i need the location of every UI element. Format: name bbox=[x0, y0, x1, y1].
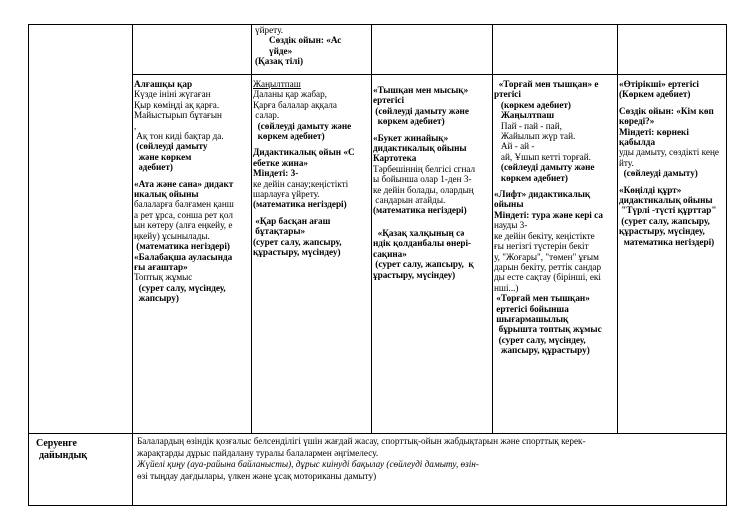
text-line: Ақ тон киді бақтар да. bbox=[134, 131, 224, 142]
text-line: «Букет жинайық» bbox=[373, 132, 449, 143]
text-line: бұтақтары» bbox=[253, 226, 306, 237]
text-line: Қыр көміңді ақ қарға. bbox=[134, 99, 220, 110]
activity-cell-5 bbox=[619, 79, 726, 431]
text-line: құрастыру, мүсіндеу, bbox=[619, 226, 705, 237]
walk-preparation-text bbox=[137, 436, 725, 482]
text-line: шарлауға үйрету. bbox=[253, 189, 320, 200]
text-line: шығармашылық bbox=[494, 313, 569, 324]
text-line: йту. bbox=[619, 157, 634, 168]
text-line: Даланы қар жабар, bbox=[253, 89, 327, 100]
text-line: көркем әдебиет) bbox=[253, 131, 325, 142]
activity-cell-3 bbox=[373, 79, 491, 431]
section-label-line1: Серуенге bbox=[36, 438, 77, 449]
text-line: ндік қолданбалы өнері- bbox=[373, 238, 472, 249]
text-line: (Қазақ тілі) bbox=[255, 56, 304, 67]
text-line: (көркем әдебиет) bbox=[494, 99, 571, 110]
text-line: Міндеті: 3- bbox=[253, 168, 299, 179]
table-divider bbox=[617, 24, 618, 433]
text-line: Жайылып жүр тай. bbox=[494, 131, 576, 142]
text-line: Картотека bbox=[373, 153, 417, 164]
table-divider bbox=[132, 24, 133, 433]
text-line: ұрастыру, мүсіндеу) bbox=[373, 269, 456, 280]
text-line: Жаңылтпаш bbox=[253, 79, 301, 89]
text-line: көркем әдебиет) bbox=[373, 116, 445, 127]
text-line: нші...) bbox=[494, 282, 519, 293]
text-line: сандарын атайды. bbox=[373, 195, 446, 206]
table-divider bbox=[492, 24, 493, 433]
text-line: «Балабақша ауласында bbox=[134, 251, 233, 262]
text-line: ын көтеру (алға еңкейу, е bbox=[134, 220, 233, 231]
text-line: (сурет салу, жапсыру, қ bbox=[373, 259, 474, 270]
text-line: Сөздік ойын: «Ас bbox=[269, 35, 342, 46]
text-line: Сөздік ойын: «Кім көп bbox=[619, 105, 714, 116]
text-line: жапсыру, құрастыру) bbox=[494, 345, 590, 356]
text-line: ебетке жина» bbox=[253, 157, 309, 168]
text-line: Күзде ініні жүгаған bbox=[134, 89, 211, 100]
text-line: (сурет салу, мүсіндеу, bbox=[134, 282, 226, 293]
text-line: ертегісі бойынша bbox=[494, 303, 569, 314]
text-line: жапсыру) bbox=[134, 293, 179, 304]
text-line: өзі тыңдау дағдылары, үлкен және ұсақ моториканы дамыту) bbox=[137, 470, 377, 481]
activity-cell-2 bbox=[253, 79, 370, 431]
text-line: үйде» bbox=[269, 45, 293, 56]
text-line: (сөйлеуді дамыту және bbox=[373, 105, 469, 116]
text-line: көреді?» bbox=[619, 116, 655, 127]
text-line: дидактикалық ойыны bbox=[619, 195, 713, 206]
activity-cell-1 bbox=[134, 79, 251, 431]
text-line: «Ата және сана» дидакт bbox=[134, 178, 234, 189]
text-line: (сөйлеуді дамыту bbox=[134, 141, 208, 152]
text-line: бұрышта топтық жұмыс bbox=[494, 324, 602, 335]
text-line: «Көңілді құрт» bbox=[619, 184, 682, 195]
text-line: ертегісі bbox=[373, 95, 405, 106]
text-line: құрастыру, мүсіндеу) bbox=[253, 247, 341, 258]
text-line: (сөйлеуді дамыту) bbox=[619, 168, 698, 179]
text-line: «Қар басқан ағаш bbox=[253, 215, 331, 226]
text-line: Майыстырып бұтағын bbox=[134, 110, 222, 121]
text-line: Топтық жұмыс bbox=[134, 272, 193, 283]
text-line: дарын бекіту, реттік сандар bbox=[494, 261, 602, 272]
table-divider bbox=[28, 433, 727, 434]
text-line: дидактикалық ойыны bbox=[373, 143, 467, 154]
text-line: ңкейу) ұсынылады. bbox=[134, 230, 210, 241]
text-line: жарақтарды дұрыс пайдалану туралы балалармен әңгімелесу. bbox=[137, 447, 379, 458]
text-line: икалық ойыны bbox=[134, 189, 199, 200]
text-line: Міндеті: тура және кері са bbox=[494, 209, 603, 220]
text-line: Балалардың өзіндік қозғалыс белсенділігі үшін жағдай жасау, спорттық-ойын жабдықтарын және спорттық керек- bbox=[137, 436, 586, 446]
text-line: ай, Ұшып кетті торғай. bbox=[494, 151, 591, 162]
text-line: математика негіздері) bbox=[619, 236, 715, 247]
text-line: (сөйлеуді дамыту және bbox=[253, 120, 352, 131]
section-label bbox=[36, 438, 128, 461]
table-divider bbox=[132, 74, 727, 75]
text-line: әдебиет) bbox=[134, 162, 173, 173]
text-line: , bbox=[134, 120, 137, 131]
text-line: (математика негіздері) bbox=[373, 205, 467, 216]
text-line: ғы ағаштар» bbox=[134, 261, 188, 272]
text-line: уды дамыту, сөздікті кеңе bbox=[619, 147, 719, 158]
section-label-line2: дайындық bbox=[39, 449, 88, 461]
text-line: «Тышқан мен мысық» bbox=[373, 85, 469, 95]
text-line: Ай - ай - bbox=[494, 141, 535, 152]
text-line: ғы негізгі түстерін бекіт bbox=[494, 241, 589, 252]
text-line: «Қазақ халқының сә bbox=[373, 227, 465, 238]
text-line: ды есте сақтау (бірінші, екі bbox=[494, 272, 601, 283]
text-line: Жаңылтпаш bbox=[494, 110, 555, 121]
text-line: (сурет салу, жапсыру, bbox=[253, 236, 342, 247]
text-line: (сурет салу, жапсыру, bbox=[619, 215, 710, 226]
text-line: "Түрлі -түсті құрттар" bbox=[619, 205, 717, 216]
text-line: көркем әдебиет) bbox=[494, 172, 568, 183]
text-line: ке дейін санау;кеңістікті bbox=[253, 178, 349, 189]
text-line: «Лифт» дидактикалық bbox=[494, 189, 591, 200]
text-line: ойыны bbox=[494, 199, 524, 210]
text-line: (сурет салу, мүсіндеу, bbox=[494, 334, 586, 345]
table-divider bbox=[251, 24, 252, 433]
text-line: үйрету. bbox=[255, 25, 284, 35]
text-line: ке дейін бекіту, кеңістікте bbox=[494, 230, 595, 241]
text-line: а рет ұрса, сонша рет қол bbox=[134, 209, 233, 220]
text-line: Алғашқы қар bbox=[134, 79, 193, 89]
text-line: «Торғай мен тышқан» е bbox=[494, 79, 599, 89]
text-line: (математика негіздері) bbox=[134, 241, 230, 252]
text-line: Жүйелі қиңу (ауа-райына байланысты), дұрыс киінуді бақылау (сөйлеуді дамыту, өзін- bbox=[137, 459, 479, 469]
table-divider bbox=[132, 433, 133, 506]
text-line: (математика негіздері) bbox=[253, 199, 347, 210]
text-line: ртегісі bbox=[494, 89, 521, 100]
text-line: сақина» bbox=[373, 248, 407, 259]
text-line: «Торғай мен тышқан» bbox=[494, 293, 590, 304]
text-line: Міндеті: көрнекі қабылда bbox=[619, 126, 692, 148]
text-line: Тәрбешіннің белгісі сгнал bbox=[373, 163, 476, 174]
text-line: (сөйлеуді дамыту және bbox=[494, 162, 595, 173]
text-line: салар. bbox=[253, 110, 280, 121]
text-line: Дидактикалық ойын «С bbox=[253, 147, 355, 158]
text-line: Пай - пай - пай, bbox=[494, 120, 562, 131]
text-line: у, "Жоғары", "төмен" ұғым bbox=[494, 251, 599, 262]
text-line: (Көркем әдебиет) bbox=[619, 89, 691, 100]
text-line: және көркем bbox=[134, 151, 192, 162]
table-divider bbox=[371, 24, 372, 433]
text-line: «Өтірікші» ертегісі bbox=[619, 79, 699, 89]
text-line: ке дейін болады, олардың bbox=[373, 184, 474, 195]
text-line: науды 3- bbox=[494, 220, 528, 231]
text-line: Қарға балалар аққала bbox=[253, 99, 337, 110]
text-line: балаларға балғамен қанш bbox=[134, 199, 234, 210]
text-line: ы бойынша олар 1-ден 3- bbox=[373, 174, 472, 185]
activity-cell-4 bbox=[494, 79, 616, 431]
top-row-cell bbox=[255, 25, 367, 73]
